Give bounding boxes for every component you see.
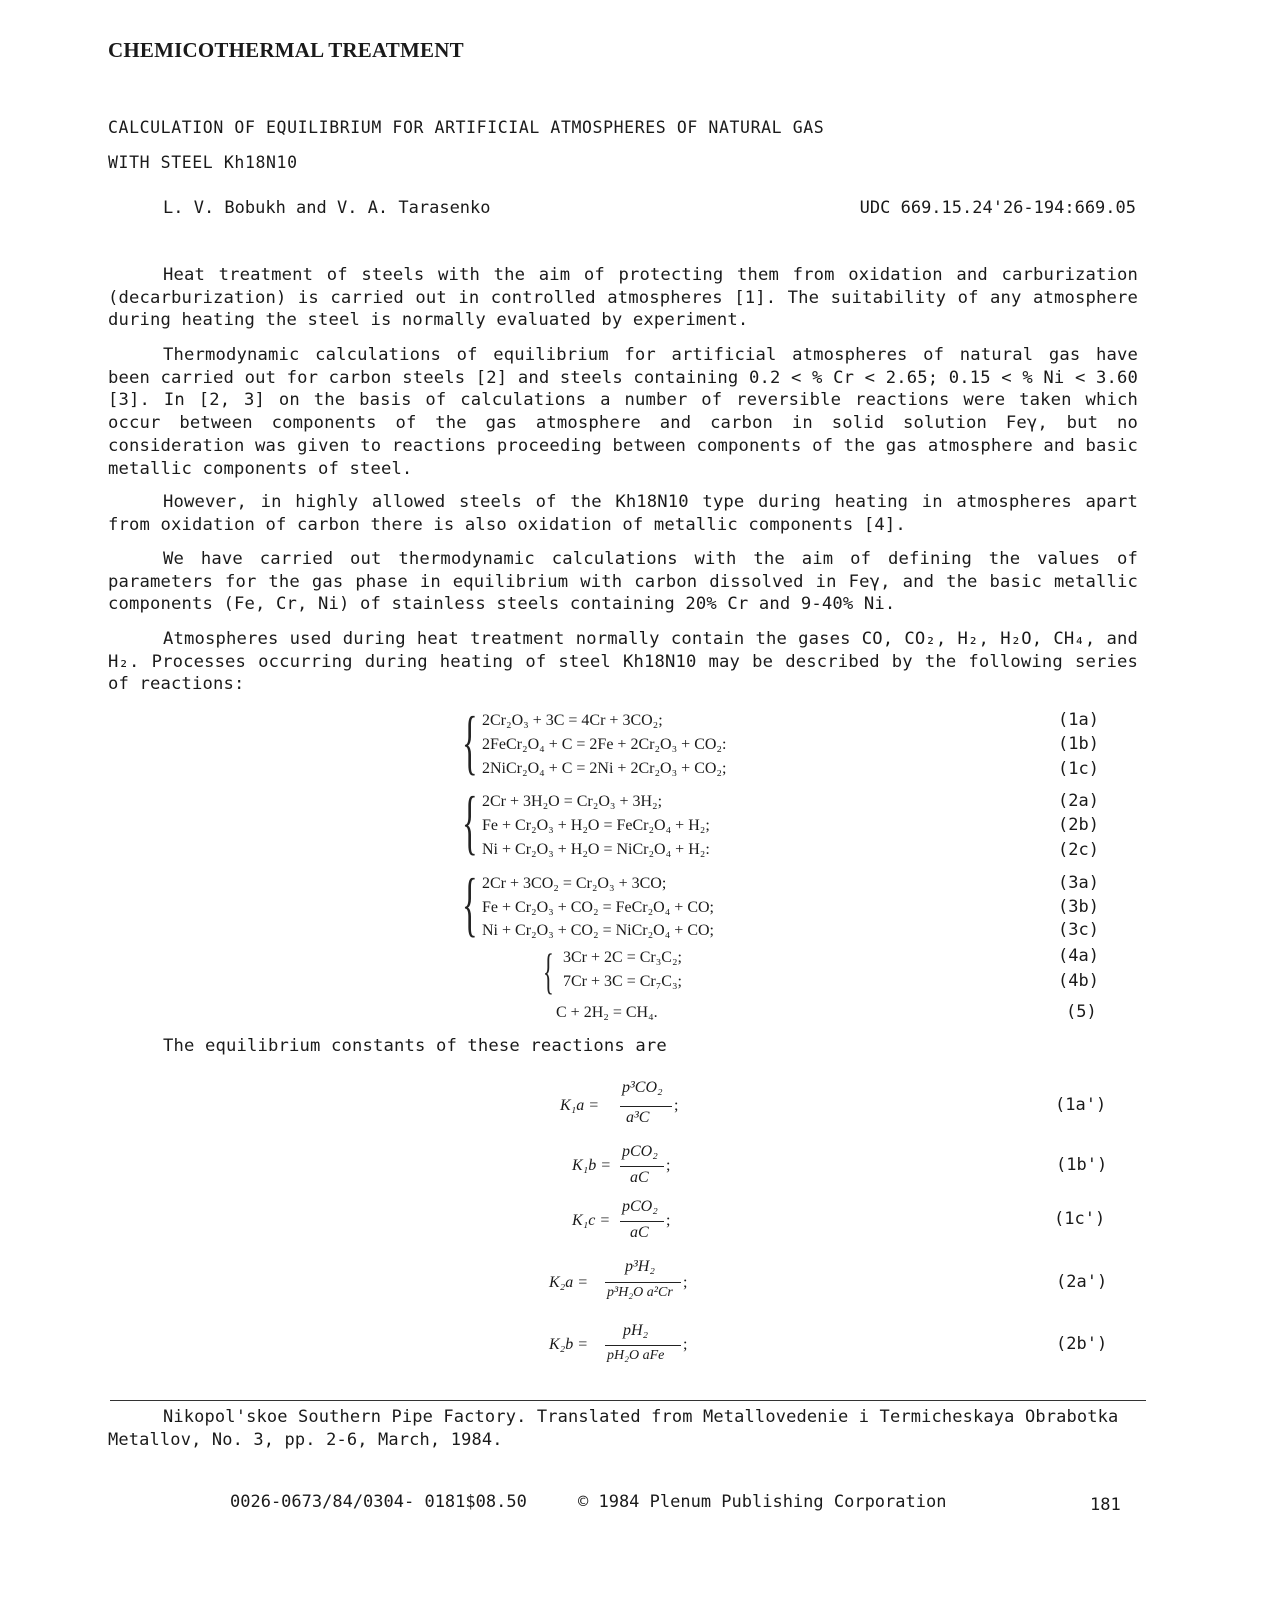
constant-denominator: p³H₂O a²Cr <box>607 1285 673 1300</box>
constant-number: (1a') <box>1055 1095 1107 1115</box>
constant-numerator: pCO₂ <box>622 1198 658 1215</box>
footnote: Nikopol'skoe Southern Pipe Factory. Translated from Metallovedenie i Termicheskaya Obrabotka Metallov, No. 3, pp. 2-6, March, 1984. <box>108 1407 1119 1450</box>
reaction-group-2-brace: { <box>462 782 478 862</box>
footnote-rule <box>110 1400 1146 1401</box>
constant-number: (1b') <box>1056 1155 1108 1175</box>
constant-number: (2b') <box>1056 1334 1108 1354</box>
separator: ; <box>683 1274 688 1291</box>
reaction-number: (5) <box>1066 1002 1097 1022</box>
reaction-equation: 7Cr + 3C = Cr₇C₃; <box>563 973 682 990</box>
fraction-bar <box>605 1282 681 1283</box>
equilibrium-constant <box>560 1079 710 1133</box>
paragraph-2: Thermodynamic calculations of equilibrium for artificial atmospheres of natural gas have been carried out for carbon steels [2] and steels containing 0.2 < % Cr < 2.65; 0.15 < % Ni < 3.60 [3]. In [2, 3] on the basis of calculations a number of reversible reactions were taken which occur between components of the gas atmosphere and carbon in solid solution Feγ, but no consideration was given to reactions proceeding between components of the gas atmosphere and basic metallic components of steel. <box>108 345 1138 479</box>
authors: L. V. Bobukh and V. A. Tarasenko <box>163 198 491 218</box>
constant-lhs: K₁b = <box>572 1157 612 1174</box>
equilibrium-constant <box>572 1143 722 1193</box>
reaction-group-1-brace: { <box>462 702 478 782</box>
reaction-number: (3a) <box>1058 873 1099 893</box>
reaction-group-4-brace: { <box>543 943 554 999</box>
udc-code: UDC 669.15.24'26-194:669.05 <box>859 198 1136 218</box>
fraction-bar <box>620 1166 664 1167</box>
constant-number: (2a') <box>1056 1272 1108 1292</box>
constant-denominator: pH₂O aFe <box>607 1348 665 1363</box>
article-title-line-2: WITH STEEL Kh18N10 <box>108 153 298 172</box>
constant-number: (1c') <box>1054 1209 1106 1229</box>
paragraph-3: However, in highly allowed steels of the Kh18N10 type during heating in atmospheres apart from oxidation of carbon there is also oxidation of metallic components [4]. <box>108 492 1138 535</box>
section-heading: CHEMICOTHERMAL TREATMENT <box>108 38 464 62</box>
reaction-number: (2b) <box>1058 815 1099 835</box>
reaction-number: (3b) <box>1058 897 1099 917</box>
reaction-number: (1b) <box>1058 734 1099 754</box>
reaction-number: (1a) <box>1058 710 1099 730</box>
equilibrium-constant <box>549 1258 719 1313</box>
reaction-number: (2a) <box>1058 791 1099 811</box>
reaction-equation: Ni + Cr₂O₃ + CO₂ = NiCr₂O₄ + CO; <box>482 922 714 939</box>
page-number: 181 <box>1090 1495 1121 1515</box>
reaction-equation: Fe + Cr₂O₃ + CO₂ = FeCr₂O₄ + CO; <box>482 899 714 916</box>
constant-denominator: aC <box>630 1224 649 1241</box>
separator: ; <box>683 1336 688 1353</box>
reaction-equation: 2NiCr₂O₄ + C = 2Ni + 2Cr₂O₃ + CO₂; <box>482 760 727 777</box>
fraction-bar <box>605 1345 681 1346</box>
reaction-number: (1c) <box>1058 759 1099 779</box>
constant-lhs: K₂b = <box>549 1336 589 1353</box>
equilibrium-constant <box>572 1198 722 1248</box>
equilibrium-constant <box>549 1322 719 1372</box>
constant-lhs: K₁a = <box>560 1097 600 1114</box>
reaction-equation: 2Cr + 3H₂O = Cr₂O₃ + 3H₂; <box>482 793 663 810</box>
reaction-group-3-brace: { <box>462 864 478 944</box>
reaction-equation: 2FeCr₂O₄ + C = 2Fe + 2Cr₂O₃ + CO₂: <box>482 736 727 753</box>
separator: ; <box>666 1157 671 1174</box>
constant-lhs: K₁c = <box>572 1212 611 1229</box>
separator: ; <box>674 1097 679 1114</box>
reaction-equation: 2Cr + 3CO₂ = Cr₂O₃ + 3CO; <box>482 875 667 892</box>
constants-intro: The equilibrium constants of these reactions are <box>163 1036 667 1056</box>
constant-numerator: pCO₂ <box>622 1143 658 1160</box>
constant-lhs: K₂a = <box>549 1274 589 1291</box>
constant-denominator: a³C <box>626 1109 650 1126</box>
reaction-number: (2c) <box>1058 840 1099 860</box>
paragraph-1: Heat treatment of steels with the aim of protecting them from oxidation and carburization (decarburization) is carried out in controlled atmospheres [1]. The suitability of any atmosphere during heating the steel is normally evaluated by experiment. <box>108 265 1138 331</box>
reaction-equation: Fe + Cr₂O₃ + H₂O = FeCr₂O₄ + H₂; <box>482 817 710 834</box>
constant-numerator: p³CO₂ <box>622 1079 663 1096</box>
constant-numerator: pH₂ <box>623 1322 649 1339</box>
paragraph-5: Atmospheres used during heat treatment normally contain the gases CO, CO₂, H₂, H₂O, CH₄, and H₂. Processes occurring during heating of steel Kh18N10 may be described by the following series of reactions: <box>108 629 1138 695</box>
reaction-equation: 2Cr₂O₃ + 3C = 4Cr + 3CO₂; <box>482 712 663 729</box>
reaction-number: (4a) <box>1058 946 1099 966</box>
reaction-equation: Ni + Cr₂O₃ + H₂O = NiCr₂O₄ + H₂: <box>482 841 710 858</box>
constant-numerator: p³H₂ <box>625 1258 655 1275</box>
separator: ; <box>666 1212 671 1229</box>
fraction-bar <box>620 1106 672 1107</box>
constant-denominator: aC <box>630 1169 649 1186</box>
footer-copyright: © 1984 Plenum Publishing Corporation <box>578 1492 947 1512</box>
fraction-bar <box>620 1221 664 1222</box>
article-title-line-1: CALCULATION OF EQUILIBRIUM FOR ARTIFICIAL ATMOSPHERES OF NATURAL GAS <box>108 118 825 137</box>
reaction-equation: 3Cr + 2C = Cr₃C₂; <box>563 949 682 966</box>
paragraph-4: We have carried out thermodynamic calculations with the aim of defining the values of parameters for the gas phase in equilibrium with carbon dissolved in Feγ, and the basic metallic components (Fe, Cr, Ni) of stainless steels containing 20% Cr and 9-40% Ni. <box>108 549 1138 615</box>
footer-code: 0026-0673/84/0304- 0181$08.50 <box>230 1492 527 1512</box>
reaction-number: (4b) <box>1058 971 1099 991</box>
reaction-number: (3c) <box>1058 920 1099 940</box>
reaction-equation: C + 2H₂ = CH₄. <box>556 1004 658 1021</box>
